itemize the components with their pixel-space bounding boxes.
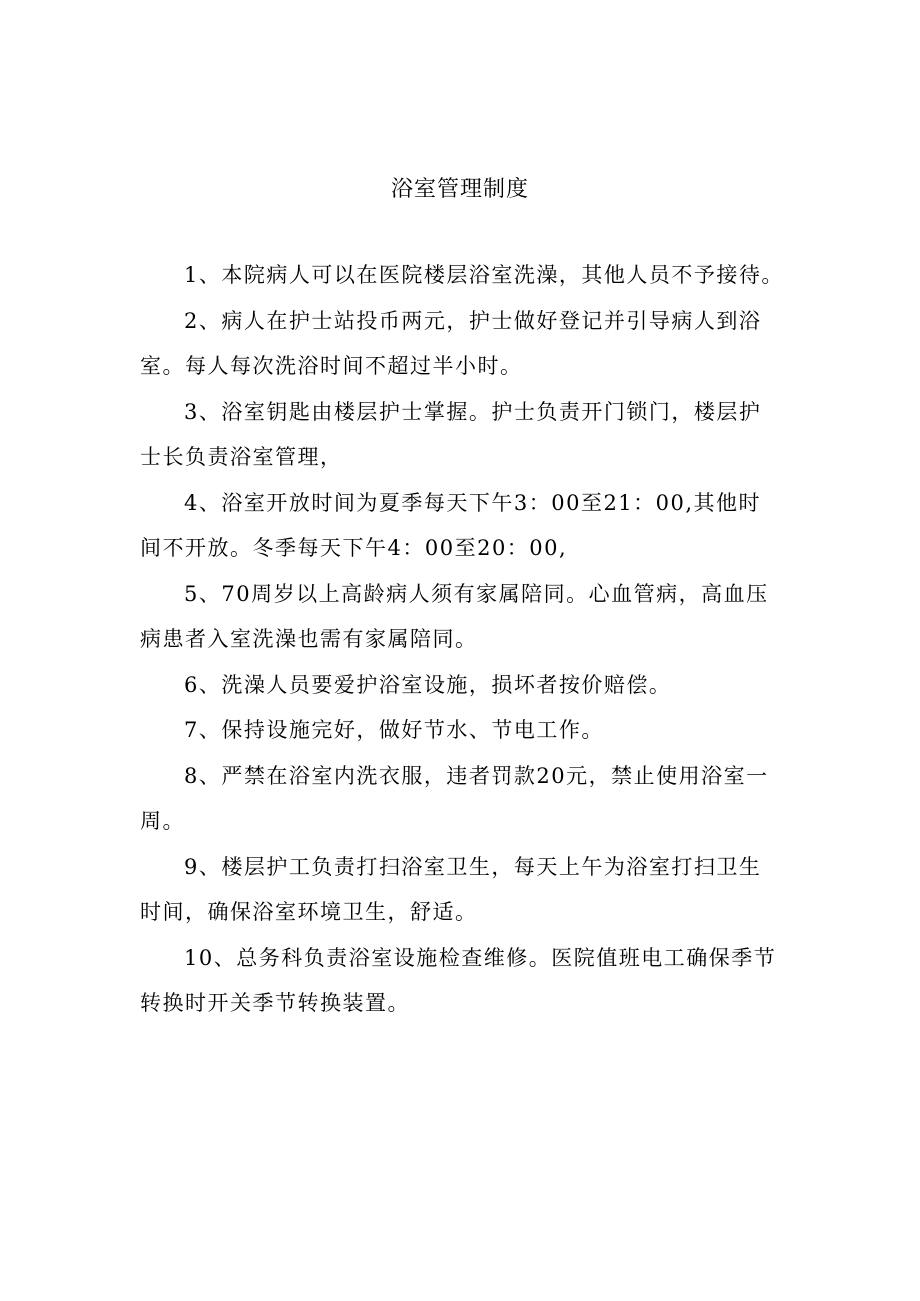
rule-paragraph-2 xyxy=(140,299,788,390)
paragraph-line: 周。 xyxy=(140,809,185,833)
paragraph-line: 5、70周岁以上高龄病人须有家属陪同。心血管病，高血压 xyxy=(184,581,769,606)
paragraph-line: 2、病人在护士站投币两元，护士做好登记并引导病人到浴 xyxy=(184,308,762,333)
paragraph-line: 4、浴室开放时间为夏季每天下午3：00至21：00,其他时 xyxy=(184,490,762,515)
paragraph-line: 士长负责浴室管理， xyxy=(140,445,343,469)
rule-paragraph-1 xyxy=(140,253,788,299)
rule-paragraph-8 xyxy=(140,754,788,845)
rule-paragraph-5 xyxy=(140,572,788,663)
rule-paragraph-7 xyxy=(140,708,788,754)
paragraph-line: 9、楼层护工负责打扫浴室卫生，每天上午为浴室打扫卫生 xyxy=(184,854,762,879)
paragraph-line: 1、本院病人可以在医院楼层浴室洗澡，其他人员不予接待。 xyxy=(184,263,784,287)
paragraph-line: 8、严禁在浴室内洗衣服，违者罚款20元，禁止使用浴室一 xyxy=(184,763,769,788)
paragraph-line: 6、洗澡人员要爱护浴室设施，损坏者按价赔偿。 xyxy=(184,672,672,697)
rule-paragraph-4 xyxy=(140,481,788,572)
document-body xyxy=(140,253,788,1027)
paragraph-line: 间不开放。冬季每天下午4：00至20：00, xyxy=(140,536,568,560)
paragraph-line: 时间，确保浴室环境卫生，舒适。 xyxy=(140,900,478,924)
paragraph-line: 病患者入室洗澡也需有家属陪同。 xyxy=(140,627,478,651)
rule-paragraph-9 xyxy=(140,845,788,936)
paragraph-line: 10、总务科负责浴室设施检查维修。医院值班电工确保季节 xyxy=(184,945,777,970)
rule-paragraph-10 xyxy=(140,936,788,1027)
paragraph-line: 转换时开关季节转换装置。 xyxy=(140,991,410,1015)
paragraph-line: 室。每人每次洗浴时间不超过半小时。 xyxy=(140,354,523,378)
paragraph-line: 7、保持设施完好，做好节水、节电工作。 xyxy=(184,718,604,742)
document-title: 浴室管理制度 xyxy=(390,177,529,202)
paragraph-line: 3、浴室钥匙由楼层护士掌握。护士负责开门锁门，楼层护 xyxy=(184,399,762,424)
rule-paragraph-3 xyxy=(140,390,788,481)
rule-paragraph-6 xyxy=(140,663,788,709)
